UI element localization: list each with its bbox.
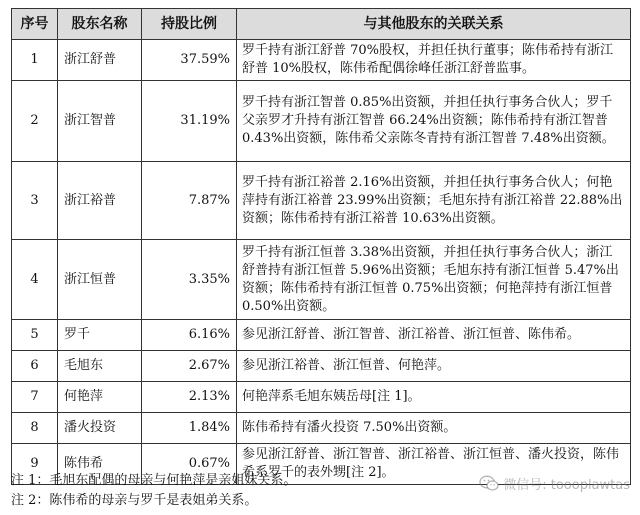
footnote-1: 注 1：毛旭东配偶的母亲与何艳萍是亲姐妹关系。 bbox=[11, 473, 297, 488]
header-relation: 与其他股东的关联关系 bbox=[237, 9, 631, 40]
row-ratio: 37.59% bbox=[142, 40, 237, 81]
row-no: 8 bbox=[12, 413, 58, 444]
watermark-text: 微信号: toooplawtas bbox=[503, 478, 630, 493]
row-no: 4 bbox=[12, 240, 58, 320]
row-name: 浙江裕普 bbox=[58, 162, 142, 240]
table-header-row bbox=[12, 9, 631, 40]
row-name: 浙江恒普 bbox=[58, 240, 142, 320]
row-relation: 陈伟希持有潘火投资 7.50%出资额。 bbox=[237, 413, 631, 444]
table-row bbox=[12, 320, 631, 351]
table-row bbox=[12, 382, 631, 413]
shareholder-relations-table bbox=[11, 8, 631, 485]
watermark bbox=[479, 474, 630, 493]
row-name: 陈伟希 bbox=[58, 444, 142, 485]
row-relation: 罗千持有浙江智普 0.85%出资额，并担任执行事务合伙人；罗千父亲罗才升持有浙江智普 66.24%出资额；陈伟希持有浙江智普 0.43%出资额，陈伟希父亲陈冬青持有浙江智普 7.48%出资额。 bbox=[237, 81, 631, 162]
row-name: 罗千 bbox=[58, 320, 142, 351]
row-relation: 何艳萍系毛旭东姨岳母[注 1]。 bbox=[237, 382, 631, 413]
row-relation: 参见浙江舒普、浙江智普、浙江裕普、浙江恒普、陈伟希。 bbox=[237, 320, 631, 351]
row-no: 7 bbox=[12, 382, 58, 413]
row-ratio: 3.35% bbox=[142, 240, 237, 320]
row-ratio: 2.67% bbox=[142, 351, 237, 382]
row-no: 3 bbox=[12, 162, 58, 240]
row-name: 何艳萍 bbox=[58, 382, 142, 413]
row-relation: 罗千持有浙江恒普 3.38%出资额，并担任执行事务合伙人；浙江舒普持有浙江恒普 5.96%出资额；毛旭东持有浙江恒普 5.47%出资额；陈伟希持有浙江恒普 0.75%出资额；何艳萍持有浙江恒普 0.50%出资额。 bbox=[237, 240, 631, 320]
footnotes bbox=[11, 471, 296, 511]
row-ratio: 31.19% bbox=[142, 81, 237, 162]
row-relation: 参见浙江舒普、浙江智普、浙江裕普、浙江恒普、潘火投资，陈伟希系罗千的表外甥[注 2]。 bbox=[237, 444, 631, 485]
table-row bbox=[12, 40, 631, 81]
row-name: 浙江智普 bbox=[58, 81, 142, 162]
table-row bbox=[12, 162, 631, 240]
row-ratio: 0.67% bbox=[142, 444, 237, 485]
row-no: 1 bbox=[12, 40, 58, 81]
footnote-2: 注 2：陈伟希的母亲与罗千是表姐弟关系。 bbox=[11, 493, 258, 508]
row-no: 2 bbox=[12, 81, 58, 162]
header-ratio: 持股比例 bbox=[142, 9, 237, 40]
row-name: 浙江舒普 bbox=[58, 40, 142, 81]
row-ratio: 7.87% bbox=[142, 162, 237, 240]
row-relation: 参见浙江裕普、浙江恒普、何艳萍。 bbox=[237, 351, 631, 382]
row-ratio: 1.84% bbox=[142, 413, 237, 444]
header-no: 序号 bbox=[12, 9, 58, 40]
row-no: 6 bbox=[12, 351, 58, 382]
row-name: 毛旭东 bbox=[58, 351, 142, 382]
table-row bbox=[12, 81, 631, 162]
wechat-icon bbox=[479, 475, 499, 492]
row-no: 5 bbox=[12, 320, 58, 351]
header-name: 股东名称 bbox=[58, 9, 142, 40]
table-row bbox=[12, 413, 631, 444]
row-ratio: 2.13% bbox=[142, 382, 237, 413]
row-relation: 罗千持有浙江裕普 2.16%出资额，并担任执行事务合伙人；何艳萍持有浙江裕普 23.99%出资额；毛旭东持有浙江裕普 22.88%出资额；陈伟希持有浙江裕普 10.63%出资额。 bbox=[237, 162, 631, 240]
row-name: 潘火投资 bbox=[58, 413, 142, 444]
table-row bbox=[12, 351, 631, 382]
row-ratio: 6.16% bbox=[142, 320, 237, 351]
row-no: 9 bbox=[12, 444, 58, 485]
table-row bbox=[12, 240, 631, 320]
row-relation: 罗千持有浙江舒普 70%股权，并担任执行董事；陈伟希持有浙江舒普 10%股权，陈伟希配偶徐峰任浙江舒普监事。 bbox=[237, 40, 631, 81]
